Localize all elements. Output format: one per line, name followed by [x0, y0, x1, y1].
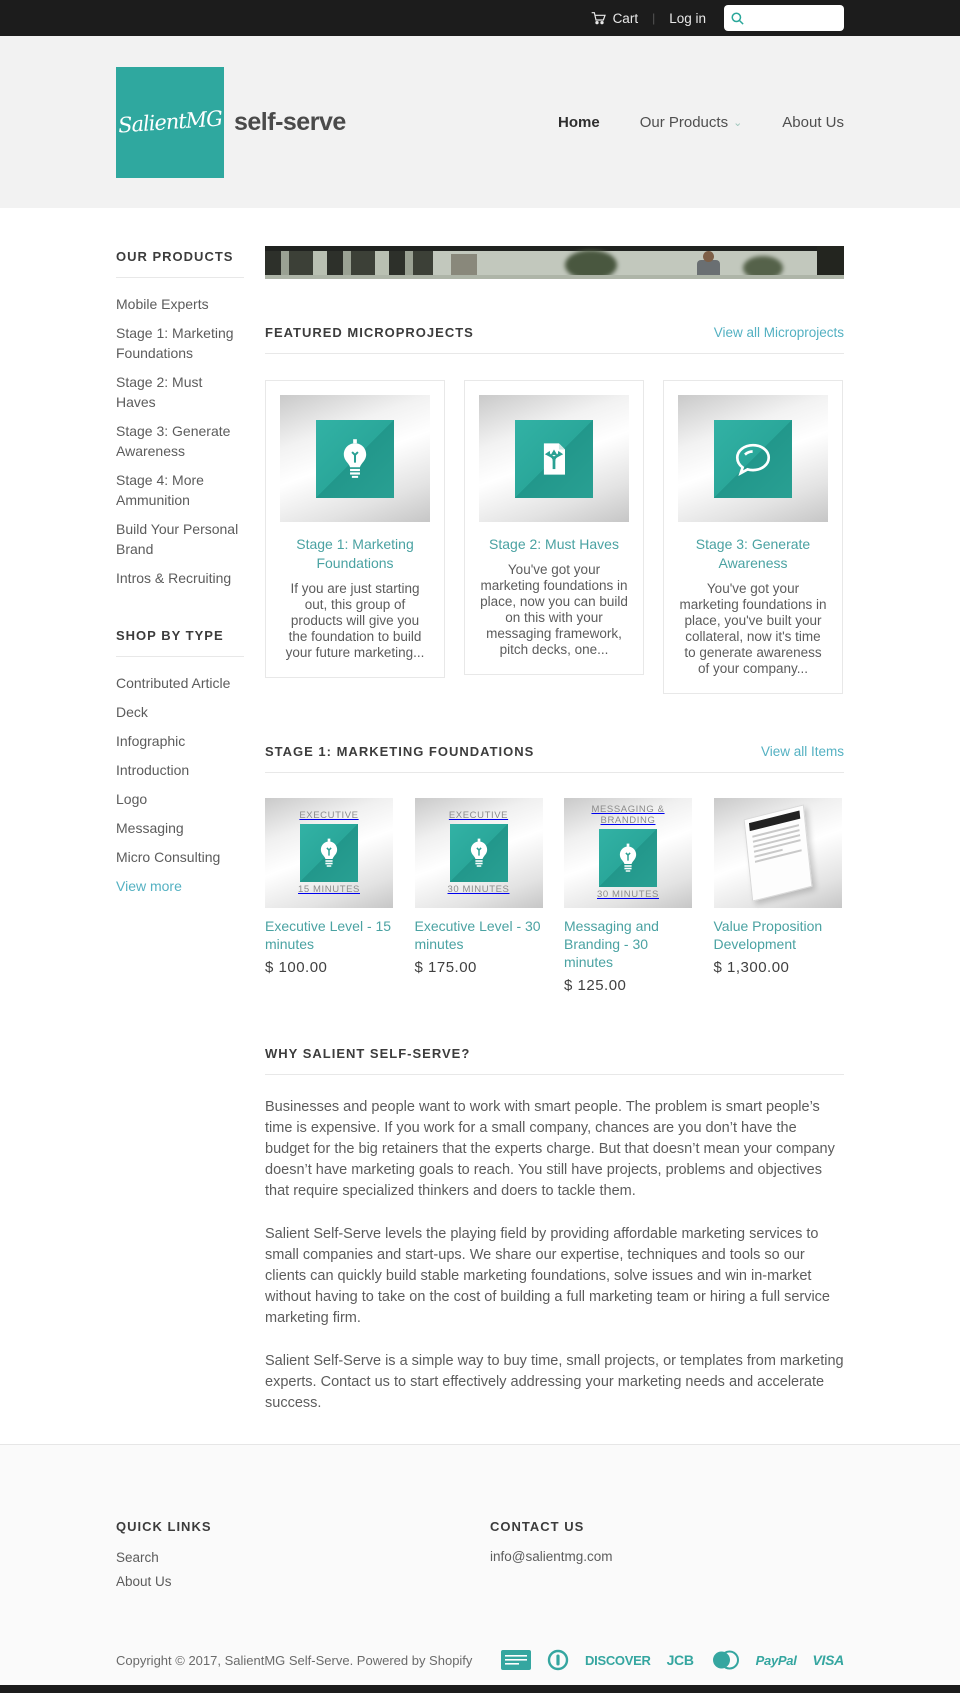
product-title[interactable]: Value Proposition Development — [713, 918, 823, 952]
list-item — [116, 470, 244, 510]
footer-about-us-link[interactable]: About Us — [116, 1574, 172, 1589]
why-section-title: WHY SALIENT SELF-SERVE? — [265, 1046, 471, 1061]
sidebar-view-more-link[interactable]: View more — [116, 878, 182, 894]
speech-bubble-icon — [714, 420, 792, 498]
sidebar-item-infographic[interactable]: Infographic — [116, 733, 186, 749]
featured-card-stage-1 — [265, 380, 445, 678]
footer-search-link[interactable]: Search — [116, 1550, 159, 1565]
featured-card-title[interactable]: Stage 1: Marketing Foundations — [296, 536, 414, 571]
lightbulb-icon — [316, 420, 394, 498]
list-item — [116, 731, 244, 751]
site-footer — [0, 1444, 960, 1685]
cart-label: Cart — [612, 10, 639, 26]
chevron-down-icon: ⌄ — [733, 116, 743, 129]
featured-card-description: You've got your marketing foundations in place, you've built your collateral, now it's time to generate awareness of your company... — [679, 581, 827, 676]
list-item — [116, 1573, 490, 1591]
document-mockup — [743, 804, 812, 901]
topbar-divider: | — [652, 11, 656, 25]
featured-card-description: You've got your marketing foundations in place, now you can build on this with your messaging framework, pitch decks, one... — [480, 562, 628, 657]
amex-icon — [501, 1650, 531, 1670]
list-item — [116, 323, 244, 363]
sidebar-item-stage-3[interactable]: Stage 3: Generate Awareness — [116, 423, 231, 459]
product-image[interactable] — [415, 798, 543, 908]
lightbulb-icon — [450, 824, 508, 882]
search-box[interactable] — [724, 5, 844, 31]
featured-card-image[interactable] — [280, 395, 430, 522]
list-item — [116, 760, 244, 780]
product-price: $ 1,300.00 — [713, 959, 790, 976]
product-image-top-label: EXECUTIVE — [299, 809, 359, 821]
hero-person-head — [703, 251, 714, 262]
sidebar-item-mobile-experts[interactable]: Mobile Experts — [116, 296, 209, 312]
why-paragraph: Salient Self-Serve levels the playing field by providing affordable marketing services to small companies and start-ups. We share our expertise, techniques and tools so our clients can quickly build stable marketing foundations, solve issues and win in-market without having to take on the cost of building a full marketing team or hiring a full service marketing firm. — [265, 1226, 830, 1326]
jcb-icon: JCB — [666, 1652, 694, 1668]
quick-links-title: QUICK LINKS — [116, 1519, 212, 1534]
product-image-top-label: EXECUTIVE — [448, 809, 509, 821]
login-label: Log in — [669, 10, 706, 26]
copyright-text: Copyright © 2017, SalientMG Self-Serve. Powered by Shopify — [116, 1652, 473, 1668]
brand-script-text: SalientMG — [117, 106, 223, 138]
sidebar-products-title: OUR PRODUCTS — [116, 249, 234, 264]
sidebar-item-stage-4[interactable]: Stage 4: More Ammunition — [116, 472, 204, 508]
divider — [116, 656, 244, 657]
list-item — [116, 568, 244, 588]
featured-card-image[interactable] — [479, 395, 629, 522]
lightbulb-icon — [599, 829, 657, 887]
featured-card-image[interactable] — [678, 395, 828, 522]
list-item — [116, 421, 244, 461]
search-input[interactable] — [745, 11, 831, 25]
product-title[interactable]: Executive Level - 30 minutes — [414, 918, 541, 952]
product-price: $ 100.00 — [265, 959, 328, 976]
view-all-microprojects-link[interactable]: View all Microprojects — [713, 325, 844, 340]
stage1-section-title: STAGE 1: MARKETING FOUNDATIONS — [265, 744, 535, 759]
view-all-items-link[interactable]: View all Items — [760, 744, 844, 759]
sidebar-item-personal-brand[interactable]: Build Your Personal Brand — [116, 521, 239, 557]
product-tile-messaging-branding — [564, 798, 692, 994]
sidebar-item-logo[interactable]: Logo — [116, 791, 148, 807]
list-item — [116, 847, 244, 867]
sidebar — [116, 208, 244, 905]
page-body — [0, 208, 960, 1444]
discover-icon: DISCOVER — [585, 1652, 651, 1668]
sidebar-item-deck[interactable]: Deck — [116, 704, 148, 720]
diners-club-icon — [547, 1649, 569, 1671]
product-image-bottom-label: 30 MINUTES — [597, 889, 659, 901]
mastercard-icon — [710, 1650, 740, 1670]
list-item — [116, 519, 244, 559]
product-tile-value-proposition — [714, 798, 842, 994]
cart-link[interactable] — [591, 11, 639, 26]
topbar — [0, 0, 960, 36]
product-tile-exec-30 — [415, 798, 543, 994]
brand-subtitle: self-serve — [234, 107, 346, 136]
main-nav — [558, 114, 844, 131]
product-title[interactable]: Executive Level - 15 minutes — [265, 918, 392, 952]
featured-card-title[interactable]: Stage 2: Must Haves — [489, 536, 619, 552]
contact-us-title: CONTACT US — [490, 1519, 585, 1534]
quick-links-list — [116, 1549, 490, 1591]
product-tile-exec-15 — [265, 798, 393, 994]
sidebar-types-title: SHOP BY TYPE — [116, 628, 224, 643]
product-image[interactable] — [265, 798, 393, 908]
featured-section-title: FEATURED MICROPROJECTS — [265, 325, 474, 340]
lightbulb-icon — [300, 824, 358, 882]
visa-icon: VISA — [812, 1652, 844, 1668]
why-paragraph: Businesses and people want to work with smart people. The problem is smart people’s time is expensive. If you work for a small company, chances are you don’t have the budget for the big retainers that the experts charge. But that doesn’t mean your company doesn’t have marketing goals to reach. You still have projects, problems and objectives that require specialized thinkers and doers to tackle them. — [265, 1099, 835, 1199]
paypal-icon: PayPal — [755, 1652, 797, 1668]
sidebar-types-list — [116, 673, 244, 896]
site-header — [0, 36, 960, 208]
nav-about-us[interactable]: About Us — [782, 113, 844, 131]
list-item — [116, 876, 244, 896]
nav-home[interactable]: Home — [558, 113, 600, 131]
divider — [265, 353, 844, 354]
product-image[interactable] — [714, 798, 842, 908]
list-item — [116, 789, 244, 809]
logo-link[interactable] — [116, 67, 346, 178]
sidebar-item-stage-2[interactable]: Stage 2: Must Haves — [116, 374, 203, 410]
search-icon[interactable] — [730, 11, 745, 26]
payment-icons — [501, 1649, 844, 1671]
product-grid — [265, 798, 844, 994]
product-price: $ 175.00 — [414, 959, 477, 976]
cart-icon — [591, 11, 607, 25]
list-item — [116, 372, 244, 412]
hero-roofline — [265, 246, 844, 251]
product-image-bottom-label: 30 MINUTES — [447, 884, 510, 895]
sidebar-item-intros-recruiting[interactable]: Intros & Recruiting — [116, 570, 232, 586]
list-item — [116, 818, 244, 838]
featured-cards — [265, 380, 844, 694]
product-image-bottom-label: 15 MINUTES — [298, 884, 360, 895]
featured-card-title[interactable]: Stage 3: Generate Awareness — [695, 536, 811, 571]
why-section — [265, 1046, 844, 1444]
featured-card-stage-2 — [464, 380, 644, 675]
product-title[interactable]: Messaging and Branding - 30 minutes — [564, 918, 659, 970]
why-paragraph: Salient Self-Serve is a simple way to buy time, small projects, or templates from marketing experts. Contact us to start effectively addressing your marketing needs and accelerate success. — [265, 1353, 844, 1411]
hero-ledge — [265, 275, 844, 279]
list-item — [116, 1549, 490, 1567]
sidebar-item-introduction[interactable]: Introduction — [116, 762, 190, 778]
branching-document-icon — [515, 420, 593, 498]
product-image[interactable] — [564, 798, 692, 908]
sidebar-item-contributed-article[interactable]: Contributed Article — [116, 675, 231, 691]
sidebar-products-list — [116, 294, 244, 588]
divider — [265, 1074, 844, 1075]
main-content — [265, 208, 844, 1444]
divider — [265, 772, 844, 773]
contact-email-link[interactable]: info@salientmg.com — [490, 1549, 613, 1564]
product-price: $ 125.00 — [564, 977, 627, 994]
sidebar-item-messaging[interactable]: Messaging — [116, 820, 184, 836]
sidebar-item-micro-consulting[interactable]: Micro Consulting — [116, 849, 221, 865]
bottom-dark-strip — [0, 1685, 960, 1693]
featured-card-description: If you are just starting out, this group of products will give you the foundation to build your future marketing... — [285, 581, 425, 660]
list-item — [116, 702, 244, 722]
sidebar-item-stage-1[interactable]: Stage 1: Marketing Foundations — [116, 325, 234, 361]
login-link[interactable] — [669, 11, 706, 26]
list-item — [116, 294, 244, 314]
product-image-top-label: MESSAGING & BRANDING — [591, 804, 665, 826]
featured-card-stage-3 — [663, 380, 843, 694]
hero-image — [265, 246, 844, 279]
nav-our-products[interactable]: Our Products ⌄ — [639, 113, 743, 131]
list-item — [116, 673, 244, 693]
divider — [116, 277, 244, 278]
brand-logo — [116, 67, 224, 178]
